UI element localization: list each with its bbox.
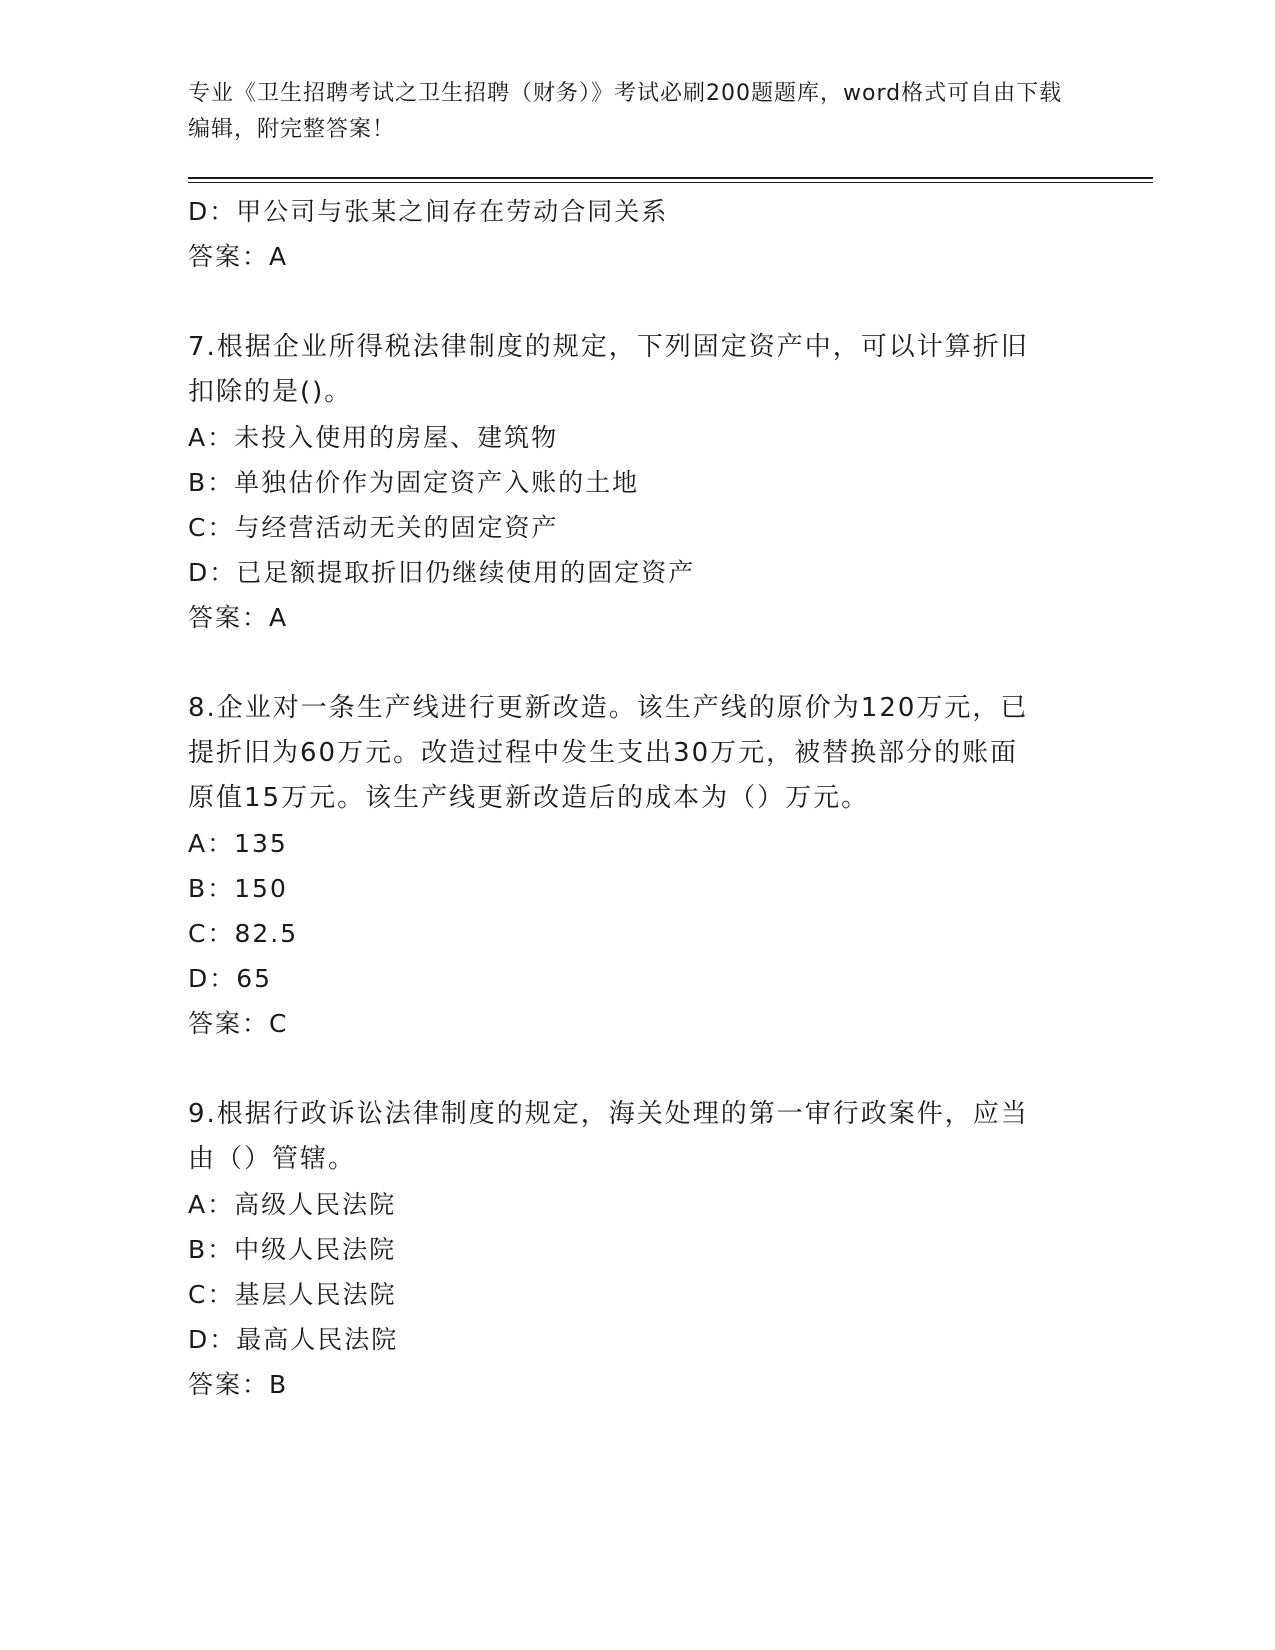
question-stem: 提折旧为60万元。改造过程中发生支出30万元，被替换部分的账面 xyxy=(188,738,1019,768)
header-divider-thick xyxy=(188,177,1153,179)
question-6-tail xyxy=(188,189,1068,279)
question-gap xyxy=(188,1046,1068,1092)
option-d: D：已足额提取折旧仍继续使用的固定资产 xyxy=(188,558,696,587)
answer: 答案：C xyxy=(188,1009,289,1038)
question-8 xyxy=(188,686,1068,1046)
answer: 答案：A xyxy=(188,603,289,632)
question-gap xyxy=(188,279,1068,325)
question-7 xyxy=(188,325,1068,640)
option-c: C：82.5 xyxy=(188,919,299,948)
answer: 答案：A xyxy=(188,242,289,271)
question-stem: 扣除的是()。 xyxy=(188,377,353,407)
option-a: A：135 xyxy=(188,829,288,858)
document-header: 专业《卫生招聘考试之卫生招聘（财务）》考试必刷200题题库，word格式可自由下载编辑，附完整答案！ xyxy=(188,81,1063,142)
option-d: D：65 xyxy=(188,964,273,993)
question-stem: 7.根据企业所得税法律制度的规定，下列固定资产中，可以计算折旧 xyxy=(188,332,1029,362)
question-stem: 9.根据行政诉讼法律制度的规定，海关处理的第一审行政案件，应当 xyxy=(188,1099,1029,1129)
question-gap xyxy=(188,640,1068,686)
option-c: C：与经营活动无关的固定资产 xyxy=(188,513,559,542)
option-c: C：基层人民法院 xyxy=(188,1280,397,1309)
question-stem: 8.企业对一条生产线进行更新改造。该生产线的原价为120万元，已 xyxy=(188,693,1029,723)
question-stem: 由（）管辖。 xyxy=(188,1144,357,1174)
option-b: B：单独估价作为固定资产入账的土地 xyxy=(188,468,640,497)
answer: 答案：B xyxy=(188,1370,289,1399)
question-list xyxy=(188,189,1068,1407)
question-stem: 原值15万元。该生产线更新改造后的成本为（）万元。 xyxy=(188,783,870,813)
option-a: A：未投入使用的房屋、建筑物 xyxy=(188,423,559,452)
option-d: D：最高人民法院 xyxy=(188,1325,399,1354)
option-a: A：高级人民法院 xyxy=(188,1190,397,1219)
option-b: B：中级人民法院 xyxy=(188,1235,397,1264)
option-b: B：150 xyxy=(188,874,288,903)
header-divider-thin xyxy=(188,182,1153,183)
question-9 xyxy=(188,1092,1068,1407)
option-d: D：甲公司与张某之间存在劳动合同关系 xyxy=(188,197,669,226)
